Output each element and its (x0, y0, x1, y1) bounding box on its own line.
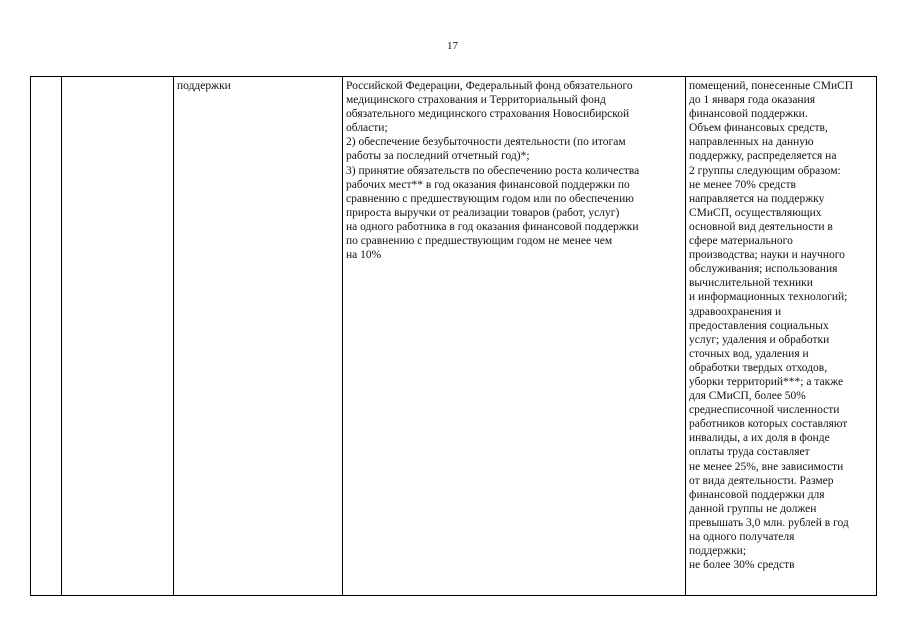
text-line: не менее 25%, вне зависимости (689, 460, 844, 473)
text-line: здравоохранения и (689, 305, 782, 318)
text-line: по сравнению с предшествующим годом не менее чем (346, 235, 613, 248)
text-line: производства; науки и научного (689, 249, 845, 262)
text-line: сравнению с предшествующим годом или по обеспечению (346, 192, 634, 205)
text-line: от вида деятельности. Размер (689, 474, 834, 487)
text-line: рабочих мест** в год оказания финансовой поддержки по (346, 178, 630, 191)
text-line: на одного получателя (689, 531, 795, 543)
text-line: медицинского страхования и Территориальный фонд (346, 94, 606, 107)
text-line: Объем финансовых средств, (689, 122, 828, 135)
text-line: 2 группы следующим образом: (689, 164, 841, 177)
text-line: уборки территорий***; а также (689, 375, 844, 388)
page-number: 17 (447, 40, 458, 52)
text-line: направляется на поддержку (689, 192, 825, 205)
text-line: финансовой поддержки. (689, 108, 808, 121)
text-line: направленных на данную (689, 136, 814, 149)
document-table (30, 76, 877, 596)
text-line: не менее 70% средств (689, 178, 796, 191)
text-line: оплаты труда составляет (689, 446, 810, 459)
text-line: превышать 3,0 млн. рублей в год (689, 516, 849, 529)
table-cell-col3: поддержки (174, 77, 343, 596)
text-line: СМиСП, осуществляющих (689, 206, 822, 219)
text-line: сточных вод, удаления и (689, 347, 809, 360)
text-line: для СМиСП, более 50% (689, 390, 806, 403)
text-line: обязательного медицинского страхования Новосибирской (346, 108, 630, 121)
text-line: 2) обеспечение безубыточности деятельности (по итогам (346, 136, 626, 149)
text-line: вычислительной техники (689, 277, 813, 290)
table-row (31, 77, 877, 596)
text-line: инвалиды, а их доля в фонде (689, 432, 830, 445)
text-line: среднесписочной численности (689, 404, 840, 417)
text-line: финансовой поддержки для (689, 488, 825, 501)
text-line: сфере материального (689, 235, 793, 248)
text-line: до 1 января года оказания (689, 94, 816, 107)
text-line: и информационных технологий; (689, 291, 848, 304)
text-line: не более 30% средств (689, 559, 795, 572)
text-line: предоставления социальных (689, 319, 829, 332)
text-line: обработки твердых отходов, (689, 361, 828, 374)
text-line: Российской Федерации, Федеральный фонд обязательного (346, 80, 633, 92)
text-line: области; (346, 122, 388, 135)
table-cell-col4 (343, 77, 686, 596)
text-line: прироста выручки от реализации товаров (работ, услуг) (346, 206, 620, 219)
text-line: помещений, понесенные СМиСП (689, 80, 854, 92)
text-line: 3) принятие обязательств по обеспечению роста количества (346, 164, 640, 177)
text-line: на 10% (346, 249, 382, 262)
table-cell-col2 (62, 77, 174, 596)
text-line: данной группы не должен (689, 502, 817, 515)
text-line: основной вид деятельности в (689, 220, 833, 233)
text-line: обслуживания; использования (689, 263, 838, 276)
text-line: услуг; удаления и обработки (689, 333, 830, 346)
table-cell-col5 (686, 77, 877, 596)
text-line: на одного работника в год оказания финансовой поддержки (346, 220, 639, 233)
table-cell-col1 (31, 77, 62, 596)
text-line: работы за последний отчетный год)*; (346, 150, 530, 163)
text-line: работников которых составляют (689, 418, 848, 431)
text-line: поддержку, распределяется на (689, 150, 837, 163)
text-line: поддержки; (689, 545, 747, 558)
